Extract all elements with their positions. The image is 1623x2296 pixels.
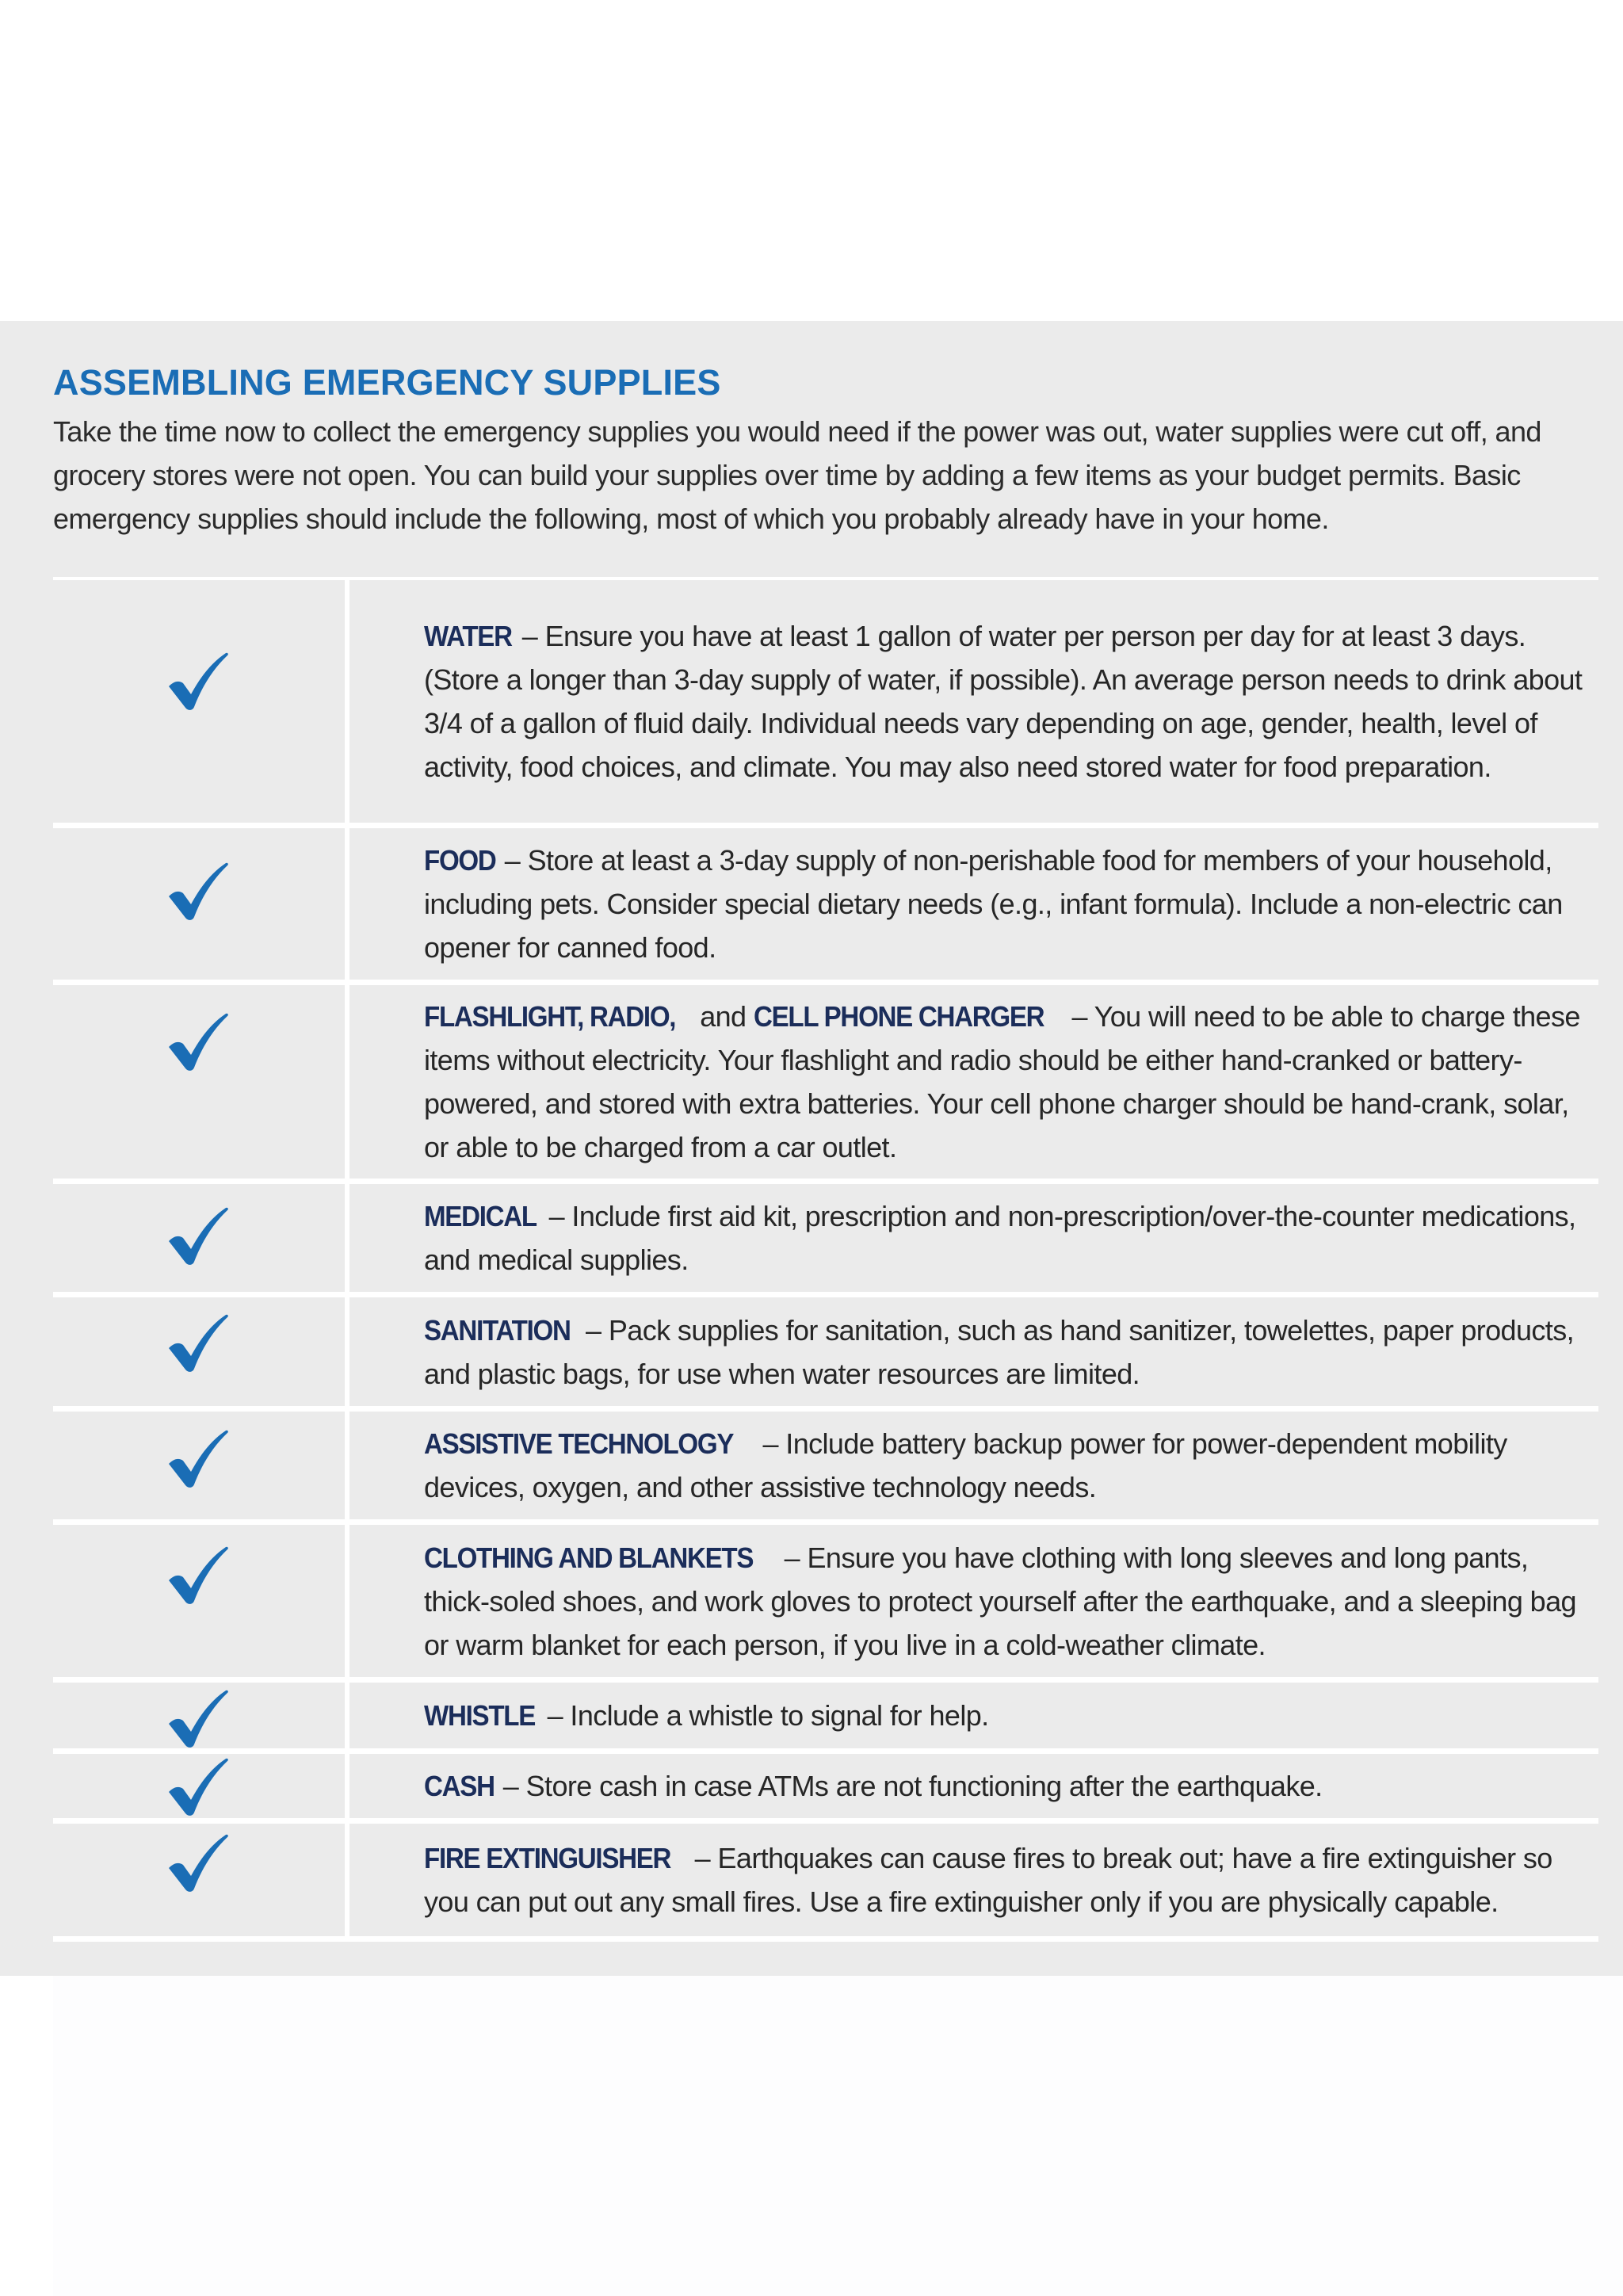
item-description: You will need to be able to charge these items without electricity. Your flashlight and radio should be either hand-cranked or battery-powered, and stored with extra batteries. Your cell phone charger should be hand-crank, solar, or able to be charged from a car outlet.: [424, 1000, 1580, 1163]
item-separator: –: [541, 1200, 572, 1232]
item-description: Include a whistle to signal for help.: [570, 1699, 989, 1732]
item-text-cell: [349, 1297, 1598, 1406]
check-cell: [53, 1683, 349, 1748]
item-separator: –: [495, 1770, 526, 1802]
item-description: Ensure you have at least 1 gallon of water per person per day for at least 3 days. (Store a longer than 3-day supply of water, if possible). An average person needs to drink about 3/4 of a gallon of fluid daily. Individual needs vary depending on age, gender, health, level of activity, food choices, and climate. You may also need stored water for food preparation.: [424, 620, 1583, 783]
checkmark-icon: [166, 1545, 229, 1606]
checkmark-icon: [166, 1689, 229, 1749]
check-cell: [53, 985, 349, 1179]
check-cell: [53, 828, 349, 980]
item-description: Earthquakes can cause fires to break out; have a fire extinguisher so you can put out any small fires. Use a fire extinguisher only if you are physically capable.: [424, 1842, 1552, 1918]
item-text-cell: [349, 1754, 1598, 1818]
item-label: ASSISTIVE TECHNOLOGY: [424, 1427, 734, 1460]
item-label: CASH: [424, 1770, 495, 1802]
item-label: SANITATION: [424, 1313, 571, 1347]
list-item: [53, 1184, 1598, 1297]
checkmark-icon: [166, 1429, 229, 1489]
item-label: FLASHLIGHT, RADIO,: [424, 1000, 676, 1033]
item-text-cell: [349, 1184, 1598, 1292]
item-separator: –: [1064, 1000, 1094, 1033]
item-separator: –: [755, 1427, 786, 1460]
item-separator: –: [497, 844, 528, 877]
list-item: [53, 1824, 1598, 1942]
item-label: CLOTHING AND BLANKETS: [424, 1541, 754, 1574]
item-text-cell: [349, 985, 1598, 1179]
list-item: [53, 580, 1598, 828]
item-text-cell: [349, 1683, 1598, 1748]
item-description: Pack supplies for sanitation, such as hand sanitizer, towelettes, paper products, and plastic bags, for use when water resources are limited.: [424, 1313, 1575, 1390]
item-text-cell: [349, 1412, 1598, 1519]
checkmark-icon: [166, 1833, 229, 1893]
check-cell: [53, 580, 349, 823]
item-separator: –: [687, 1842, 718, 1874]
supplies-checklist: [53, 577, 1598, 1942]
checkmark-icon: [166, 1206, 229, 1266]
item-separator: –: [578, 1313, 609, 1347]
check-cell: [53, 1412, 349, 1519]
check-cell: [53, 1297, 349, 1406]
item-description: Include battery backup power for power-dependent mobility devices, oxygen, and other assistive technology needs.: [424, 1427, 1507, 1503]
checkmark-icon: [166, 1757, 229, 1817]
list-item: [53, 828, 1598, 985]
item-label-join: and: [692, 1000, 754, 1033]
check-cell: [53, 1824, 349, 1936]
checkmark-icon: [166, 651, 229, 712]
list-item: [53, 1754, 1598, 1824]
item-text-cell: [349, 1824, 1598, 1936]
checkmark-icon: [166, 861, 229, 922]
item-description: Store at least a 3-day supply of non-perishable food for members of your household, including pets. Consider special dietary needs (e.g., infant formula). Include a non-electric can opener for canned food.: [424, 844, 1563, 964]
item-text-cell: [349, 828, 1598, 980]
checkmark-icon: [166, 1313, 229, 1373]
checkmark-icon: [166, 1012, 229, 1072]
item-label-secondary: CELL PHONE CHARGER: [753, 1000, 1044, 1033]
list-item: [53, 1412, 1598, 1525]
item-label: FIRE EXTINGUISHER: [424, 1842, 671, 1874]
intro-paragraph: Take the time now to collect the emergency supplies you would need if the power was out, water supplies were cut off, and grocery stores were not open. You can build your supplies over time by adding a few items as your budget permits. Basic emergency supplies should include the following, most of which you probably already have in your home.: [53, 415, 1541, 535]
list-item: [53, 1683, 1598, 1754]
item-separator: –: [540, 1699, 571, 1732]
list-item: [53, 1525, 1598, 1683]
list-item: [53, 1297, 1598, 1412]
item-label: MEDICAL: [424, 1200, 537, 1232]
item-description: Store cash in case ATMs are not functioning after the earthquake.: [525, 1770, 1323, 1802]
check-cell: [53, 1184, 349, 1292]
page-bottom-area: [53, 1976, 1623, 2296]
item-label: WHISTLE: [424, 1699, 536, 1732]
item-label: FOOD: [424, 844, 496, 877]
page-title: ASSEMBLING EMERGENCY SUPPLIES: [53, 362, 721, 403]
item-description: Include first aid kit, prescription and non-prescription/over-the-counter medications, and medical supplies.: [424, 1200, 1576, 1276]
item-text-cell: [349, 1525, 1598, 1677]
check-cell: [53, 1754, 349, 1818]
item-label: WATER: [424, 620, 512, 652]
list-item: [53, 985, 1598, 1184]
check-cell: [53, 1525, 349, 1677]
item-description: Ensure you have clothing with long sleeves and long pants, thick-soled shoes, and work gloves to protect yourself after the earthquake, and a sleeping bag or warm blanket for each person, if you live in a cold-weather climate.: [424, 1541, 1576, 1661]
item-text-cell: [349, 580, 1598, 823]
item-separator: –: [514, 620, 545, 652]
item-separator: –: [777, 1541, 808, 1574]
